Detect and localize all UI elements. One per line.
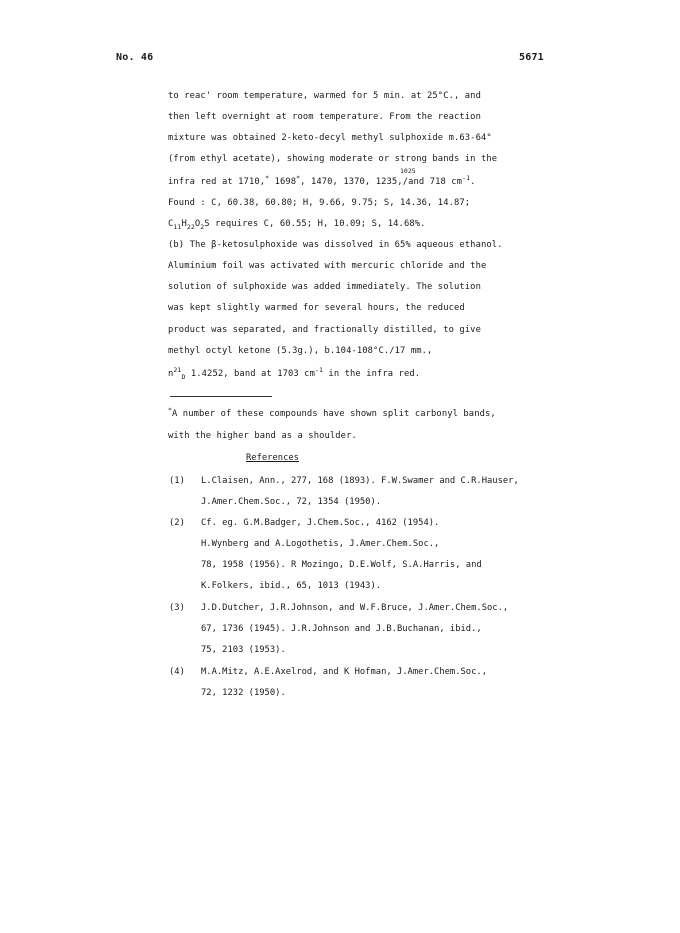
ref-number: (1) bbox=[169, 476, 185, 486]
ref-line: M.A.Mitz, A.E.Axelrod, and K Hofman, J.Amer.Chem.Soc., bbox=[201, 667, 487, 677]
issue-number: No. 46 bbox=[116, 52, 154, 63]
body-line: was kept slightly warmed for several hours, the reduced bbox=[168, 303, 465, 313]
overset-number: 1025 bbox=[400, 167, 416, 175]
ref-line: 75, 2103 (1953). bbox=[201, 645, 286, 655]
footnote-line: *A number of these compounds have shown split carbonyl bands, bbox=[168, 406, 496, 419]
page-number: 5671 bbox=[519, 52, 544, 63]
body-line: methyl octyl ketone (5.3g.), b.104-108°C./17 mm., bbox=[168, 346, 433, 356]
ref-line: K.Folkers, ibid., 65, 1013 (1943). bbox=[201, 581, 382, 591]
body-line: solution of sulphoxide was added immediately. The solution bbox=[168, 282, 481, 292]
references-heading: References bbox=[246, 453, 299, 463]
ref-number: (3) bbox=[169, 603, 185, 613]
body-line-refractive: $n^{21}_D$ 1.4252, band at 1703 $cm^{-1}$ in the infra red. bbox=[168, 366, 421, 381]
body-line: to reac' room temperature, warmed for 5 min. at 25°C., and bbox=[168, 91, 481, 101]
body-line: product was separated, and fractionally distilled, to give bbox=[168, 325, 481, 335]
ref-line: 67, 1736 (1945). J.R.Johnson and J.B.Buchanan, ibid., bbox=[201, 624, 482, 634]
ref-line: 72, 1232 (1950). bbox=[201, 688, 286, 698]
ref-number: (2) bbox=[169, 518, 185, 528]
body-line: mixture was obtained 2-keto-decyl methyl sulphoxide m.63-64° bbox=[168, 133, 492, 143]
ref-number: (4) bbox=[169, 667, 185, 677]
body-line-formula: $C_{11}H_{22}O_2S$ requires C, 60.55; H, 10.09; S, 14.68%. bbox=[168, 219, 426, 231]
footnote-line: with the higher band as a shoulder. bbox=[168, 431, 357, 441]
ref-line: J.Amer.Chem.Soc., 72, 1354 (1950). bbox=[201, 497, 382, 507]
body-line: then left overnight at room temperature. From the reaction bbox=[168, 112, 481, 122]
body-line: Aluminium foil was activated with mercuric chloride and the bbox=[168, 261, 487, 271]
ref-line: H.Wynberg and A.Logothetis, J.Amer.Chem.Soc., bbox=[201, 539, 440, 549]
body-line-ir: infra red at 1710,* 1698*, 1470, 1370, 1235,/and 718 $cm^{-1}$. bbox=[168, 174, 476, 187]
body-line: (from ethyl acetate), showing moderate or strong bands in the bbox=[168, 154, 498, 164]
ref-line: L.Claisen, Ann., 277, 168 (1893). F.W.Swamer and C.R.Hauser, bbox=[201, 476, 519, 486]
body-line-found: Found : C, 60.38, 60.80; H, 9.66, 9.75; S, 14.36, 14.87; bbox=[168, 198, 471, 208]
ref-line: J.D.Dutcher, J.R.Johnson, and W.F.Bruce, J.Amer.Chem.Soc., bbox=[201, 603, 509, 613]
ref-line: Cf. eg. G.M.Badger, J.Chem.Soc., 4162 (1954). bbox=[201, 518, 440, 528]
footnote-divider bbox=[170, 396, 272, 397]
ref-line: 78, 1958 (1956). R Mozingo, D.E.Wolf, S.A.Harris, and bbox=[201, 560, 482, 570]
body-line: (b) The β-ketosulphoxide was dissolved in 65% aqueous ethanol. bbox=[168, 240, 503, 250]
